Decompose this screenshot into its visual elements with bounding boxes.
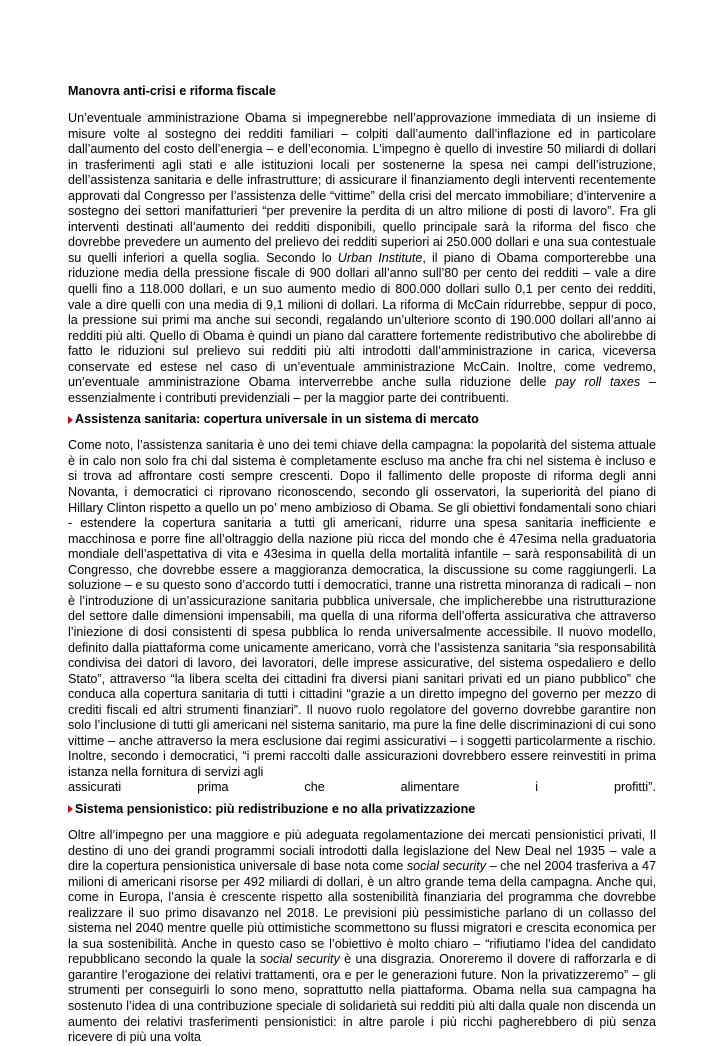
paragraph-fiscal	[68, 111, 656, 406]
word: profitti”.	[613, 780, 656, 795]
italic-run: pay roll taxes	[555, 375, 641, 390]
text-run: Come noto, l’assistenza sanitaria è uno dei temi chiave della campagna: la popolarità del sistema attuale è in calo non solo fra chi dal sistema è completamente escluso ma anche fra chi nel sistema è incluso e si trova ad affrontare costi sempre crescenti. Dopo il fallimento delle proposte di riforma degli anni Novanta, i democratici ci riprovano riconoscendo, secondo gli osservatori, la superiorità del piano di Hillary Clinton rispetto a quello un po’ meno ambizioso di Obama. Se gli obiettivi fondamentali sono chiari - estendere la copertura sanitaria a tutti gli americani, ridurre una spesa sanitaria inefficiente e macchinosa e porre fine all’oltraggio della nazione più ricca del mondo che è 47esima nella graduatoria mondiale dell’aspettativa di vita e 43esima in quella della mortalità infantile – sarà responsabilità di un Congresso, che dovrebbe essere a maggioranza democratica, la discussione su come raggiungerli. La soluzione – e su questo sono d’accordo tutti i democratici, tranne una ristretta minoranza di radicali – non è l’introduzione di un’assicurazione sanitaria pubblica universale, che implicherebbe una ristrutturazione del settore dalle dimensioni impensabili, ma quella di una riforma dell’offerta assicurativa che attraverso l’iniezione di dosi consistenti di spesa pubblica lo renda universalmente accessibile. Il nuovo modello, definito dalla piattaforma come unicamente americano, vorrà che l’assistenza sanitaria “sia responsabilità condivisa dei datori di lavoro, dei lavoratori, delle imprese assicurative, del sistema ospedaliero e dello Stato”, attraverso “la libera scelta dei cittadini fra diversi piani sanitari privati ed un piano pubblico” che conduca alla copertura sanitaria di tutti i cittadini “grazie a un diretto impegno del governo per mezzo di crediti fiscali ed altri strumenti finanziari”. Il nuovo ruolo regolatore del governo dovrebbe garantire non solo l’inclusione di tutti gli americani nel sistema sanitario, ma pure la fine delle discriminazioni di cui sono vittime – anche attraverso la mera esclusione dai regimi assicurativi – i soggetti particolarmente a rischio. Inoltre, secondo i democratici, “i premi raccolti dalle assicurazioni dovrebbero essere reinvestiti in prima istanza nella fornitura di servizi agli	[68, 438, 656, 779]
word: i	[535, 780, 539, 795]
word: alimentare	[400, 780, 460, 795]
section-heading-pension	[68, 802, 656, 817]
bullet-arrow-icon	[68, 416, 73, 424]
text-run: è una disgrazia. Onoreremo il dovere di rafforzarla e di garantire l’erogazione dei relativi trattamenti, ora e per le generazioni future. Non la privatizzeremo” – gli strumenti per conseguirli lo sono meno, soprattutto nella piattaforma. Obama nella sua campagna ha sostenuto l’idea di una contribuzione speciale di solidarietà sui redditi più alti dalla quale non discenda un aumento dei relativi trasferimenti pensionistici: in altre parole i più ricchi pagherebbero di più senza ricevere di più una volta	[68, 952, 656, 1045]
italic-run: Urban Institute	[337, 250, 423, 265]
text-run: – che nel 2004 trasferiva a 47 milioni di americani risorse per 492 miliardi di dollari, è un altro grande tema della campagna. Anche qui, come in Europa, l’ansia è crescente rispetto alla sostenibilità finanziaria del programma che dovrebbe realizzare il suo primo disavanzo nel 2018. Le previsioni più pessimistiche parlano di un collasso del sistema nel 2040 mentre quelle più ottimistiche scommettono su flussi migratori e crescita economica per la sua sostenibilità. Anche in questo caso se l’obiettivo è molto chiaro – “rifiutiamo l’idea del candidato repubblicano secondo la quale la	[68, 859, 656, 967]
paragraph-health-lastline	[68, 780, 656, 796]
document-page	[68, 84, 656, 1046]
word: assicurati	[68, 780, 122, 795]
section-heading-fiscal: Manovra anti-crisi e riforma fiscale	[68, 84, 276, 98]
italic-run: social security	[259, 952, 340, 967]
section-heading-health	[68, 412, 656, 427]
paragraph-pension	[68, 828, 656, 1046]
text-run: , il piano di Obama comporterebbe una riduzione media della pressione fiscale di 900 dollari all’anno sull’80 per cento dei redditi – vale a dire quelli fino a 118.000 dollari, e un suo aumento medio di 800.000 dollari sullo 0,1 per cento dei redditi, vale a dire quelli con una media di 9,1 milioni di dollari. La riforma di McCain ridurrebbe, seppur di poco, la pressione sui primi ma anche sui secondi, regalando un’ulteriore sconto di 190.000 dollari all’anno ai redditi più alti. Quello di Obama è quindi un piano dal carattere fortemente redistributivo che abolirebbe di fatto le riduzioni sul prelievo sui redditi più alti introdotti dall’amministrazione in carica, viceversa conservate ed estese nel caso di un’eventuale amministrazione McCain. Inoltre, come vedremo, un’eventuale amministrazione Obama interverrebbe anche sulla riduzione delle	[68, 250, 656, 390]
word: prima	[197, 780, 229, 795]
text-run: – essenzialmente i contributi previdenziali – per la maggior parte dei contribuenti.	[68, 375, 656, 405]
text-run: Un’eventuale amministrazione Obama si impegnerebbe nell’approvazione immediata di un insieme di misure volte al sostegno dei redditi familiari – colpiti dall’aumento dall’inflazione ed in particolare dall’aumento del costo dell’energia – e dell’economia. L’impegno è quello di investire 50 miliardi di dollari in trasferimenti agli stati e alle istituzioni locali per sostenerne la spesa nei campi dell’istruzione, dell’assistenza sanitaria e delle infrastrutture; di assicurare il finanziamento degli interventi recentemente approvati dal Congresso per l’assistenza delle “vittime” della crisi del mercato immobiliare; d’intervenire a sostegno dei settori manifatturieri “per prevenire la perdita di un altro milione di posti di lavoro”. Fra gli interventi destinati all’aumento dei redditi disponibili, quello principale sarà la riforma del fisco che dovrebbe prevedere un aumento del prelievo dei redditi superiori ai 250.000 dollari e una sua contestuale su quelli inferiori a quella soglia. Secondo lo	[68, 111, 656, 265]
word: che	[304, 780, 325, 795]
bullet-arrow-icon	[68, 805, 73, 813]
heading-text: Assistenza sanitaria: copertura universale in un sistema di mercato	[75, 412, 479, 427]
paragraph-health	[68, 438, 656, 780]
text-run: Oltre all’impegno per una maggiore e più adeguata regolamentazione dei mercati pensionistici privati, Il destino di uno dei grandi programmi sociali introdotti dalla legislazione del New Deal nel 1935 – vale a dire la copertura pensionistica universale di base nota come	[68, 827, 656, 874]
heading-text: Sistema pensionistico: più redistribuzione e no alla privatizzazione	[75, 801, 476, 816]
italic-run: social security	[406, 859, 487, 874]
